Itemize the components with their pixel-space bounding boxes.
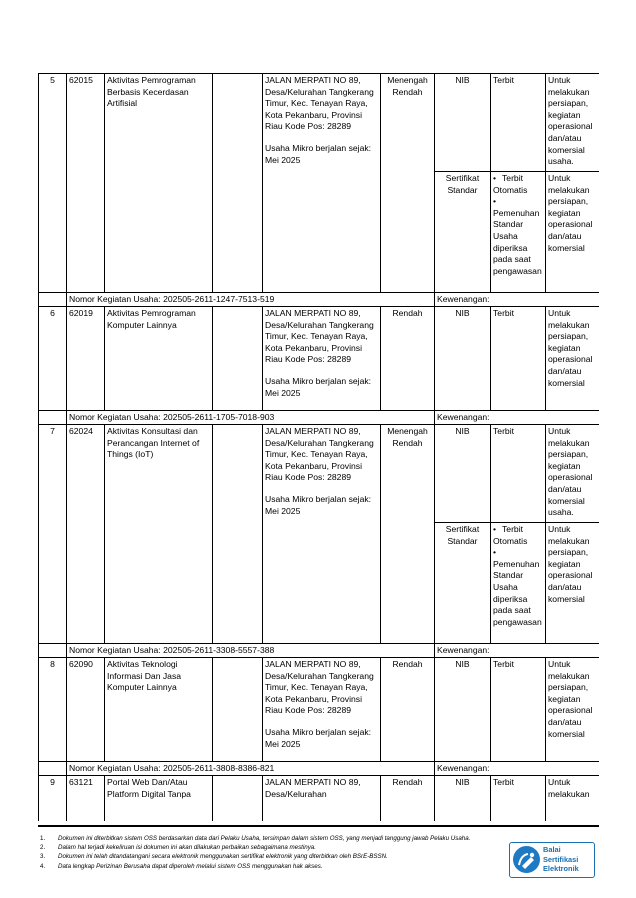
address-cell <box>263 307 381 411</box>
row-number: 8 <box>39 658 67 762</box>
empty-cell <box>39 293 67 307</box>
risk-level: Rendah <box>381 658 435 762</box>
kbli-title: Aktivitas Teknologi Informasi Dan Jasa Komputer Lainnya <box>105 658 213 762</box>
kbli-code: 62024 <box>67 425 105 644</box>
business-scale: Usaha Mikro berjalan sejak: Mei 2025 <box>265 493 372 516</box>
risk-level: Rendah <box>381 307 435 411</box>
empty-cell <box>39 644 67 658</box>
kbli-code: 62090 <box>67 658 105 762</box>
footer-note: 2. Dalam hal terjadi kekeliruan isi dokumen ini akan dilakukan perbaikan sebagaimana mestinya. <box>40 844 316 852</box>
empty-cell <box>39 762 67 776</box>
permit-status <box>491 523 546 644</box>
activity-number: Nomor Kegiatan Usaha: 202505-2611-1705-7018-903 <box>67 411 435 425</box>
table-row <box>39 776 600 822</box>
table-row <box>39 762 600 776</box>
permit-type: NIB <box>435 425 491 523</box>
kbli-title: Aktivitas Pemrograman Berbasis Kecerdasan Artifisial <box>105 74 213 293</box>
kbli-table-wrapper <box>38 73 599 821</box>
business-scale: Usaha Mikro berjalan sejak: Mei 2025 <box>265 726 372 749</box>
permit-status: Terbit <box>491 74 546 172</box>
kbli-title: Aktivitas Pemrograman Komputer Lainnya <box>105 307 213 411</box>
address-cell <box>263 74 381 293</box>
kbli-code: 62019 <box>67 307 105 411</box>
address-text: JALAN MERPATI NO 89, Desa/Kelurahan <box>263 776 381 822</box>
empty-cell <box>39 411 67 425</box>
permit-status: Terbit <box>491 425 546 523</box>
bsre-emblem-icon <box>513 846 540 873</box>
permit-type: Sertifikat Standar <box>435 172 491 293</box>
empty-cell <box>213 776 263 822</box>
permit-note: Untuk melakukan <box>546 776 600 822</box>
table-row <box>39 411 600 425</box>
bullet-icon: • <box>493 173 497 183</box>
authority-label: Kewenangan: <box>435 411 600 425</box>
permit-note: Untuk melakukan persiapan, kegiatan operasional dan/atau komersial usaha. <box>546 425 600 523</box>
footer-notes <box>38 834 508 871</box>
permit-status <box>491 172 546 293</box>
footer-note: 3. Dokumen ini telah ditandatangani secara elektronik menggunakan sertifikat elektronik yang diterbitkan oleh BSrE-BSSN. <box>40 853 388 861</box>
address-cell <box>263 425 381 644</box>
permit-note: Untuk melakukan persiapan, kegiatan operasional dan/atau komersial <box>546 307 600 411</box>
business-scale: Usaha Mikro berjalan sejak: Mei 2025 <box>265 375 372 398</box>
empty-cell <box>213 425 263 644</box>
status-item: • Pemenuhan Standar Usaha diperiksa pada saat pengawasan <box>493 547 542 627</box>
risk-level: Menengah Rendah <box>381 74 435 293</box>
table-row <box>39 644 600 658</box>
kbli-title: Aktivitas Konsultasi dan Perancangan Internet of Things (IoT) <box>105 425 213 644</box>
authority-label: Kewenangan: <box>435 293 600 307</box>
bsre-logo <box>509 842 595 878</box>
permit-note: Untuk melakukan persiapan, kegiatan operasional dan/atau komersial <box>546 523 600 644</box>
activity-number: Nomor Kegiatan Usaha: 202505-2611-3808-8386-821 <box>67 762 435 776</box>
page-footer <box>38 825 599 884</box>
authority-label: Kewenangan: <box>435 762 600 776</box>
activity-number: Nomor Kegiatan Usaha: 202505-2611-3308-5557-388 <box>67 644 435 658</box>
permit-type: NIB <box>435 74 491 172</box>
bullet-icon: • <box>493 524 497 534</box>
risk-level: Menengah Rendah <box>381 425 435 644</box>
permit-type: NIB <box>435 658 491 762</box>
address-text: JALAN MERPATI NO 89, Desa/Kelurahan Tangkerang Timur, Kec. Tenayan Raya, Kota Pekanbaru, Provinsi Riau Kode Pos: 28289 <box>265 659 374 716</box>
kbli-title: Portal Web Dan/Atau Platform Digital Tanpa <box>105 776 213 822</box>
logo-text: Balai Sertifikasi Elektronik <box>543 845 579 873</box>
empty-cell <box>213 74 263 293</box>
address-text: JALAN MERPATI NO 89, Desa/Kelurahan Tangkerang Timur, Kec. Tenayan Raya, Kota Pekanbaru, Provinsi Riau Kode Pos: 28289 <box>265 308 374 365</box>
row-number: 7 <box>39 425 67 644</box>
permit-note: Untuk melakukan persiapan, kegiatan operasional dan/atau komersial <box>546 658 600 762</box>
risk-level: Rendah <box>381 776 435 822</box>
bullet-icon: • <box>493 547 497 558</box>
kbli-code: 63121 <box>67 776 105 822</box>
kbli-code: 62015 <box>67 74 105 293</box>
status-item: • Terbit Otomatis <box>493 173 528 195</box>
permit-type: Sertifikat Standar <box>435 523 491 644</box>
table-row <box>39 658 600 762</box>
address-text: JALAN MERPATI NO 89, Desa/Kelurahan Tangkerang Timur, Kec. Tenayan Raya, Kota Pekanbaru, Provinsi Riau Kode Pos: 28289 <box>265 75 374 132</box>
kbli-table <box>38 73 599 821</box>
row-number: 6 <box>39 307 67 411</box>
permit-status: Terbit <box>491 658 546 762</box>
activity-number: Nomor Kegiatan Usaha: 202505-2611-1247-7513-519 <box>67 293 435 307</box>
empty-cell <box>213 307 263 411</box>
permit-status: Terbit <box>491 307 546 411</box>
permit-note: Untuk melakukan persiapan, kegiatan operasional dan/atau komersial <box>546 172 600 293</box>
table-row <box>39 74 600 172</box>
table-row <box>39 307 600 411</box>
table-row <box>39 425 600 523</box>
permit-note: Untuk melakukan persiapan, kegiatan operasional dan/atau komersial usaha. <box>546 74 600 172</box>
permit-status: Terbit <box>491 776 546 822</box>
status-item: • Terbit Otomatis <box>493 524 528 546</box>
table-row <box>39 293 600 307</box>
empty-cell <box>213 658 263 762</box>
business-scale: Usaha Mikro berjalan sejak: Mei 2025 <box>265 142 372 165</box>
address-text: JALAN MERPATI NO 89, Desa/Kelurahan Tangkerang Timur, Kec. Tenayan Raya, Kota Pekanbaru, Provinsi Riau Kode Pos: 28289 <box>265 426 374 483</box>
row-number: 9 <box>39 776 67 822</box>
permit-type: NIB <box>435 776 491 822</box>
permit-type: NIB <box>435 307 491 411</box>
footer-note: 1. Dokumen ini diterbitkan sistem OSS berdasarkan data dari Pelaku Usaha, tersimpan dalam sistem OSS, yang menjadi tanggung jawab Pelaku Usaha. <box>40 835 471 842</box>
authority-label: Kewenangan: <box>435 644 600 658</box>
bullet-icon: • <box>493 196 497 207</box>
footer-note: 4. Data lengkap Perizinan Berusaha dapat diperoleh melalui sistem OSS menggunakan hak akses. <box>40 862 323 870</box>
status-item: • Pemenuhan Standar Usaha diperiksa pada saat pengawasan <box>493 196 542 276</box>
row-number: 5 <box>39 74 67 293</box>
address-cell <box>263 658 381 762</box>
